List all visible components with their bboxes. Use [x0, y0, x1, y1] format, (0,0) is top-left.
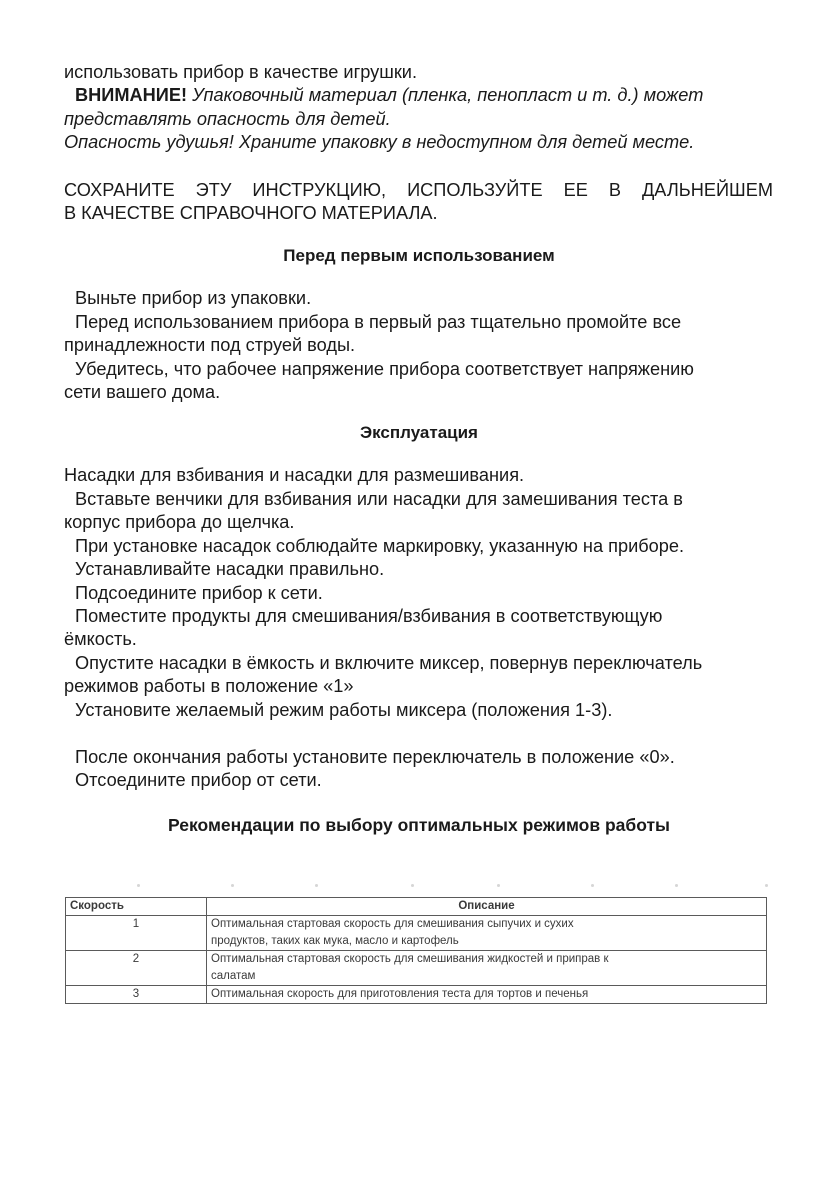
table-row — [66, 916, 767, 951]
column-header-speed: Скорость — [66, 898, 207, 916]
operation-line: Насадки для взбивания и насадки для размешивания. — [64, 465, 525, 486]
description-line: салатам — [211, 970, 256, 982]
before-use-line: сети вашего дома. — [64, 382, 221, 403]
warning-line — [64, 84, 774, 107]
operation-line: Поместите продукты для смешивания/взбивания в соответствующую — [75, 605, 663, 626]
speed-table-wrap — [65, 897, 767, 1004]
operation-line: Устанавливайте насадки правильно. — [75, 559, 385, 580]
operation-line: При установке насадок соблюдайте маркировку, указанную на приборе. — [75, 535, 685, 556]
warning-label: ВНИМАНИЕ! — [75, 85, 188, 106]
before-use-line: Выньте прибор из упаковки. — [75, 288, 312, 309]
operation-line: режимов работы в положение «1» — [64, 676, 354, 697]
operation-line: корпус прибора до щелчка. — [64, 512, 295, 533]
description-line: Оптимальная скорость для приготовления теста для тортов и печенья — [211, 988, 589, 1000]
intro-line: использовать прибор в качестве игрушки. — [64, 62, 417, 82]
section-title-operation: Эксплуатация — [360, 423, 478, 443]
operation-line: Опустите насадки в ёмкость и включите миксер, повернув переключатель — [75, 652, 703, 673]
save-instructions-line-2: В КАЧЕСТВЕ СПРАВОЧНОГО МАТЕРИАЛА. — [64, 203, 438, 224]
operation-line: После окончания работы установите переключатель в положение «0». — [75, 746, 675, 767]
description-cell — [207, 986, 767, 1004]
description-cell — [207, 951, 767, 986]
before-use-line: Убедитесь, что рабочее напряжение прибора соответствует напряжению — [75, 358, 694, 379]
table-row — [66, 986, 767, 1004]
speed-table — [65, 897, 767, 1004]
column-header-description: Описание — [207, 898, 767, 916]
instruction-page — [64, 61, 774, 836]
section-title-recommendations: Рекомендации по выбору оптимальных режимов работы — [168, 814, 670, 835]
scan-noise-dots — [65, 882, 767, 890]
description-cell — [207, 916, 767, 951]
before-use-line: принадлежности под струей воды. — [64, 335, 356, 356]
suffocation-warning: Опасность удушья! Храните упаковку в недоступном для детей месте. — [64, 132, 695, 153]
description-line: продуктов, таких как мука, масло и картофель — [211, 935, 459, 947]
table-header-row — [66, 898, 767, 916]
section-title-before-use: Перед первым использованием — [283, 246, 555, 266]
description-line: Оптимальная стартовая скорость для смешивания сыпучих и сухих — [211, 918, 574, 930]
description-line: Оптимальная стартовая скорость для смешивания жидкостей и приправ к — [211, 953, 609, 965]
before-use-line: Перед использованием прибора в первый раз тщательно промойте все — [75, 311, 682, 332]
operation-line: Установите желаемый режим работы миксера (положения 1-3). — [75, 699, 613, 720]
table-row — [66, 951, 767, 986]
warning-text: Упаковочный материал (пленка, пенопласт и т. д.) может — [187, 85, 704, 106]
speed-cell: 3 — [66, 986, 207, 1004]
speed-cell: 1 — [66, 916, 207, 951]
operation-line: Вставьте венчики для взбивания или насадки для замешивания теста в — [75, 488, 683, 509]
save-instructions-line: СОХРАНИТЕ ЭТУ ИНСТРУКЦИЮ, ИСПОЛЬЗУЙТЕ ЕЕ В ДАЛЬНЕЙШЕМ — [64, 179, 773, 200]
operation-line: ёмкость. — [64, 629, 137, 650]
speed-cell: 2 — [66, 951, 207, 986]
operation-line: Отсоедините прибор от сети. — [75, 770, 322, 791]
warning-text-cont: представлять опасность для детей. — [64, 108, 391, 129]
operation-line: Подсоедините прибор к сети. — [75, 582, 323, 603]
